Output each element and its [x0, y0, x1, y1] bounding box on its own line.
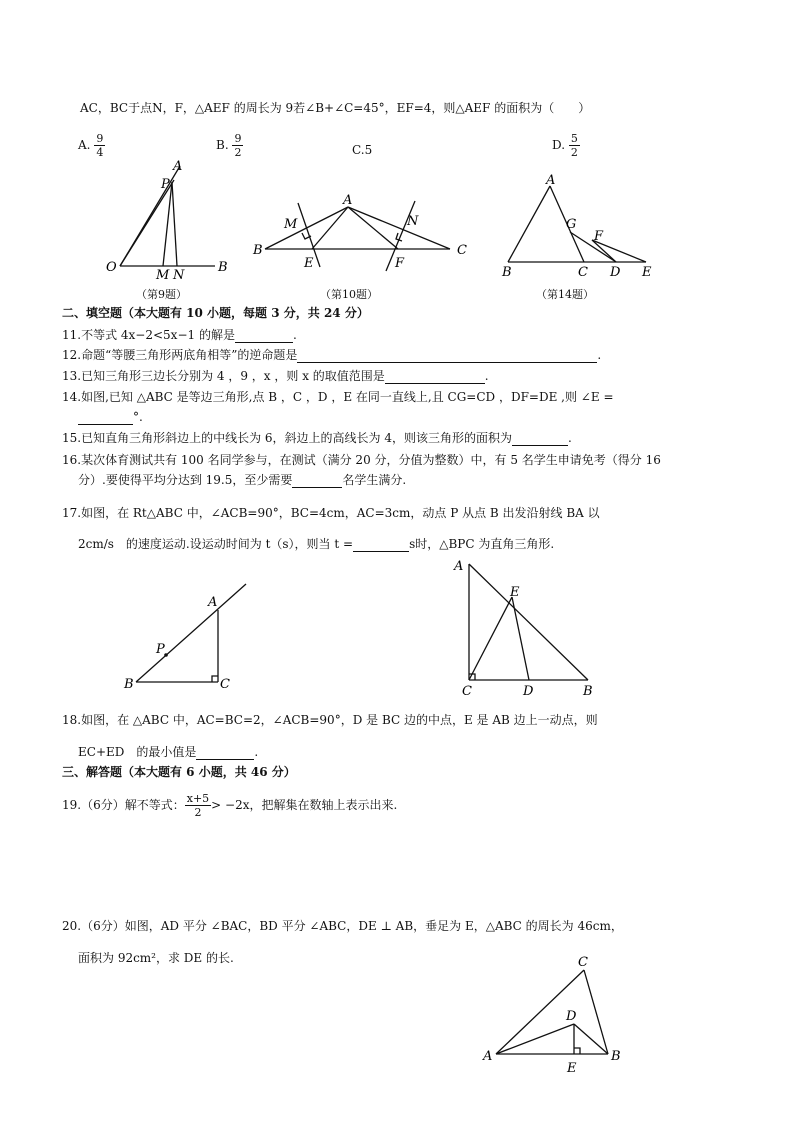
option-d: [552, 132, 580, 159]
fig17-label-b: B: [124, 677, 134, 692]
option-b-label: B.: [216, 138, 229, 152]
answer-blank-13[interactable]: [385, 371, 485, 384]
fig18-label-a: A: [454, 559, 464, 574]
fig9-label-p: P: [161, 177, 170, 192]
answer-blank-11[interactable]: [235, 330, 293, 343]
caption-fig9: （第9题）: [136, 288, 187, 301]
fig10-label-b: B: [253, 243, 263, 258]
fig9-label-n: N: [173, 268, 185, 283]
option-a-fraction: $\frac{9}{4}$: [96, 132, 104, 159]
fig9-label-a: A: [173, 159, 183, 174]
fig18-label-e: E: [510, 585, 520, 600]
q19-fraction: $\frac{x+5}{2}$: [186, 792, 210, 819]
fig17-label-a: A: [208, 595, 218, 610]
fig18-label-c: C: [462, 684, 472, 699]
option-b: [216, 132, 243, 159]
fig9-label-m: M: [156, 268, 170, 283]
question-14-line2: °.: [78, 409, 143, 425]
fig14-label-e: E: [642, 265, 652, 280]
question-18-line2: EC+ED 的最小值是 .: [78, 745, 259, 759]
question-11: 11.不等式 4x−2<5x−1 的解是 .: [62, 328, 297, 342]
answer-blank-14[interactable]: [78, 412, 133, 425]
fig10-label-n: N: [407, 214, 419, 229]
fig10-label-a: A: [343, 193, 353, 208]
fig18-label-b: B: [583, 684, 593, 699]
fig20-label-b: B: [611, 1049, 621, 1064]
option-b-fraction: $\frac{9}{2}$: [234, 132, 242, 159]
question-15: 15.已知直角三角形斜边上的中线长为 6，斜边上的高线长为 4，则该三角形的面积为 .: [62, 431, 572, 445]
fig10-label-m: M: [284, 217, 298, 232]
figure-10: [250, 185, 475, 275]
fig20-label-e: E: [567, 1061, 577, 1076]
option-d-label: D.: [552, 138, 566, 152]
fig18-label-d: D: [523, 684, 534, 699]
fig20-label-a: A: [483, 1049, 493, 1064]
fig14-label-a: A: [546, 173, 556, 188]
question-12: 12.命题“等腰三角形两底角相等”的逆命题是 .: [62, 348, 602, 362]
fig14-label-f: F: [594, 229, 604, 244]
question-20-line1: 20.（6分）如图，AD 平分 ∠BAC，BD 平分 ∠ABC，DE ⊥ AB，垂足为 E，△ABC 的周长为 46cm，: [62, 919, 623, 933]
question-16-line2: 分）.要使得平均分达到 19.5，至少需要 名学生满分.: [78, 473, 407, 487]
caption-fig14: （第14题）: [536, 288, 594, 301]
figure-17: [120, 580, 255, 695]
answer-blank-15[interactable]: [512, 433, 568, 446]
option-d-fraction: $\frac{5}{2}$: [570, 132, 578, 159]
question-17-line2: 2cm/s 的速度运动.设运动时间为 t（s），则当 t = s时，△BPC 为直角三角形.: [78, 537, 555, 551]
fig9-label-b: B: [218, 260, 228, 275]
caption-fig10: （第10题）: [320, 288, 378, 301]
section2-header: 二、填空题（本大题有 10 小题，每题 3 分，共 24 分）: [62, 306, 369, 320]
option-c: C.5: [352, 143, 373, 157]
question-13: 13.已知三角形三边长分别为 4 ，9 ，x ，则 x 的取值范围是 .: [62, 369, 489, 383]
figure-18: [452, 552, 602, 700]
option-a: [78, 132, 105, 159]
question-19: 19.（6分）解不等式： $\frac{x+5}{2}$ > −2x，把解集在数轴上表示出来.: [62, 792, 398, 819]
question-18-line1: 18.如图，在 △ABC 中，AC=BC=2，∠ACB=90°，D 是 BC 边的中点，E 是 AB 边上一动点，则: [62, 713, 598, 727]
fig14-label-g: G: [566, 217, 577, 232]
figure-20: [480, 952, 630, 1077]
fig10-label-f: F: [395, 256, 405, 271]
fig14-label-c: C: [578, 265, 588, 280]
fig14-label-d: D: [610, 265, 621, 280]
figure-14: [496, 170, 666, 280]
answer-blank-12[interactable]: [297, 350, 597, 363]
figure-9: [100, 158, 245, 283]
question-16-line1: 16.某次体育测试共有 100 名同学参与，在测试（满分 20 分，分值为整数）中，有 5 名学生申请免考（得分 16: [62, 453, 661, 467]
question-20-line2: 面积为 92cm²，求 DE 的长.: [78, 951, 234, 965]
fig20-label-c: C: [578, 955, 588, 970]
fig10-label-e: E: [304, 256, 314, 271]
option-a-label: A.: [78, 138, 91, 152]
fig9-label-o: O: [106, 260, 117, 275]
question-17-line1: 17.如图，在 Rt△ABC 中，∠ACB=90°，BC=4cm，AC=3cm，动点 P 从点 B 出发沿射线 BA 以: [62, 506, 600, 520]
section3-header: 三、解答题（本大题有 6 小题，共 46 分）: [62, 765, 296, 779]
question-14-line1: 14.如图,已知 △ABC 是等边三角形,点 B ，C ，D ，E 在同一直线上,且 CG=CD ，DF=DE ,则 ∠E =: [62, 390, 614, 404]
fig14-label-b: B: [502, 265, 512, 280]
answer-blank-17[interactable]: [353, 539, 409, 552]
fig17-label-c: C: [220, 677, 230, 692]
q10-stem: AC，BC于点N，F，△AEF 的周长为 9若∠B+∠C=45°，EF=4，则△AEF 的面积为（ ）: [80, 101, 591, 115]
fig10-label-c: C: [457, 243, 467, 258]
answer-blank-16[interactable]: [292, 475, 342, 488]
answer-blank-18[interactable]: [196, 747, 254, 760]
fig17-label-p: P: [156, 642, 165, 657]
fig20-label-d: D: [566, 1009, 577, 1024]
